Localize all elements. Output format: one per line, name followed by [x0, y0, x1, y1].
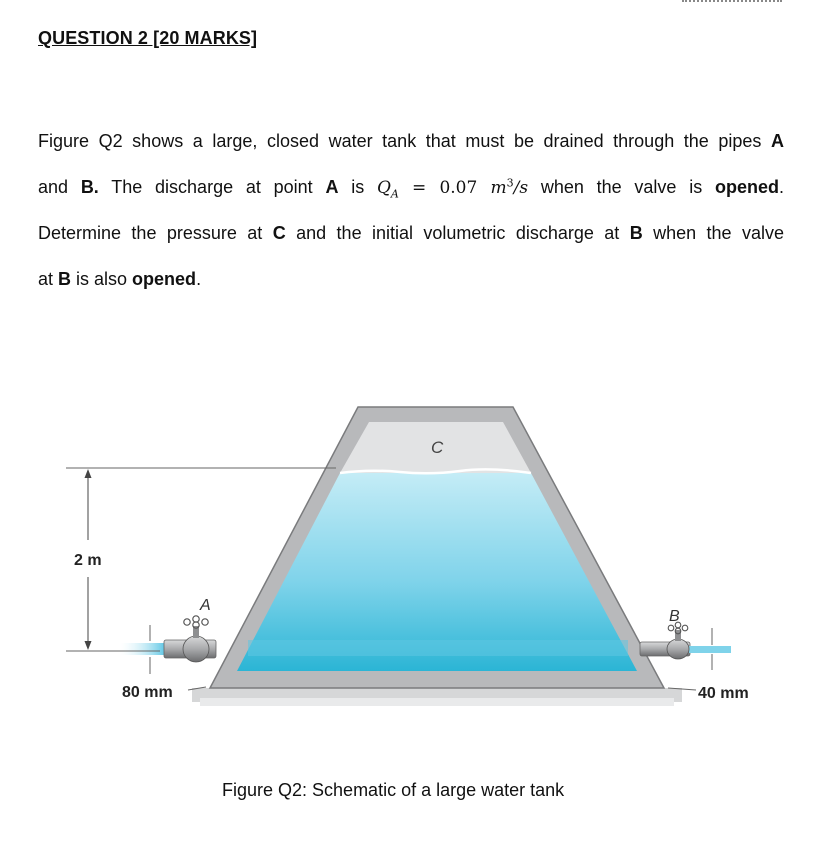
dim-arrowhead-down [85, 641, 92, 650]
dim-pipe-b-label: 40 mm [698, 685, 749, 702]
label-b: B [669, 608, 680, 625]
problem-statement [38, 118, 784, 302]
text-run: and the initial volumetric discharge at [285, 223, 630, 243]
label-b-bold: B. [80, 177, 99, 197]
text-run: Determine the pressure at [38, 223, 273, 243]
math-q-subscript: A [390, 187, 399, 201]
text-run: is [338, 177, 377, 197]
opened-bold: opened [132, 269, 197, 289]
discharge-formula [376, 176, 529, 201]
pipe-centerline-band [248, 640, 628, 656]
problem-line-4 [38, 256, 784, 302]
label-b-bold: B [629, 223, 643, 243]
text-run: at [38, 269, 59, 289]
label-a: A [200, 597, 211, 614]
dim-height-label: 2 m [74, 552, 102, 569]
text-run: is also [71, 269, 133, 289]
text-run: and [38, 177, 81, 197]
label-a-bold: A [325, 177, 339, 197]
figure-caption: Figure Q2: Schematic of a large water tank [222, 780, 565, 800]
question-heading: QUESTION 2 [20 MARKS] [38, 28, 258, 48]
problem-line-1 [38, 118, 784, 164]
label-a-bold: A [771, 131, 784, 151]
problem-line-2 [38, 164, 784, 210]
text-run: when the valve is [528, 177, 715, 197]
pipe-b-jet [689, 646, 731, 653]
text-run: when the valve [642, 223, 784, 243]
label-c-bold: C [272, 223, 286, 243]
valve-a-body [183, 636, 209, 662]
dim-arrowhead-up [85, 469, 92, 478]
math-unit: m [490, 178, 507, 198]
pipe-a-jet [120, 643, 165, 655]
dim-pipe-a-label: 80 mm [122, 684, 173, 701]
page-top-marker [682, 0, 782, 5]
math-q: Q [376, 178, 391, 198]
valve-b-body [667, 639, 689, 659]
text-run: Figure Q2 shows a large, closed water tank that must be drained through the pipes [38, 131, 771, 151]
ground-shadow [200, 698, 674, 706]
tank-schematic [0, 395, 820, 725]
text-run: . [778, 177, 784, 197]
math-unit-denominator: /s [513, 178, 529, 198]
text-run: The discharge at point [98, 177, 326, 197]
label-c: C [431, 438, 444, 457]
opened-bold: opened [714, 177, 779, 197]
text-run: . [196, 269, 202, 289]
problem-line-3 [38, 210, 784, 256]
math-unit-exponent: 3 [506, 176, 514, 190]
math-equals-value: = 0.07 [398, 178, 491, 198]
label-b-bold: B [58, 269, 72, 289]
valve-b-stem [675, 630, 681, 641]
